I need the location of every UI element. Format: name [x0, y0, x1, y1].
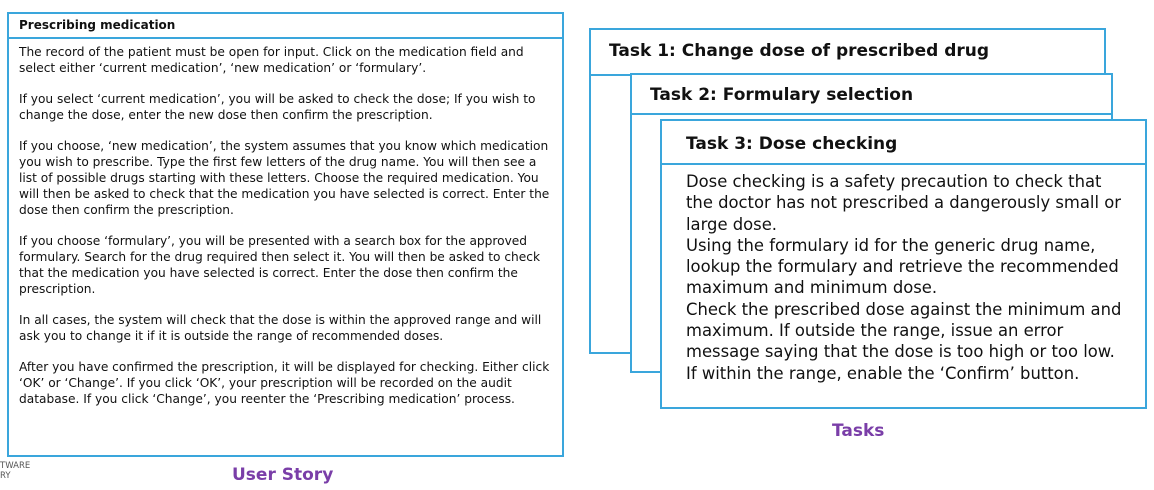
task-3-line: Check the prescribed dose against the minimum and [686, 299, 1122, 319]
task-card-3 [660, 119, 1147, 409]
user-story-card [7, 12, 564, 457]
logo-line: RY [0, 471, 11, 481]
task-3-line: large dose. [686, 214, 778, 234]
task-3-line: lookup the formulary and retrieve the recommended [686, 257, 1119, 277]
user-story-paragraph: If you choose, ‘new medication’, the system assumes that you know which medication you wish to prescribe. Type the first few letters of the drug name. You will then see a list of possible drugs starting with these letters. Choose the required medication. You will then be asked to check that the medication you have selected is correct. Enter the dose then confirm the prescription. [19, 139, 550, 217]
task-3-line: maximum. If outside the range, issue an error [686, 321, 1064, 341]
tasks-caption: Tasks [832, 421, 885, 441]
user-story-caption: User Story [232, 465, 334, 485]
task-2-title: Task 2: Formulary selection [632, 75, 1111, 115]
task-3-line: the doctor has not prescribed a dangerously small or [686, 193, 1122, 213]
user-story-title: Prescribing medication [9, 14, 562, 39]
task-3-line: maximum and minimum dose. [686, 278, 938, 298]
user-story-paragraph: In all cases, the system will check that the dose is within the approved range and will ask you to change it if it is outside the range of recommended doses. [19, 313, 542, 343]
task-3-line: Dose checking is a safety precaution to check that [686, 172, 1102, 191]
task-3-title: Task 3: Dose checking [662, 121, 1145, 165]
logo-line: TWARE [0, 461, 31, 471]
task-1-title: Task 1: Change dose of prescribed drug [609, 41, 990, 61]
task-3-line: If within the range, enable the ‘Confirm’ button. [686, 363, 1080, 383]
user-story-paragraph: The record of the patient must be open for input. Click on the medication field and select either ‘current medication’, ‘new medication’ or ‘formulary’. [19, 45, 524, 75]
user-story-body [9, 39, 562, 407]
user-story-paragraph: If you choose ‘formulary’, you will be presented with a search box for the approved formulary. Search for the drug required then select it. You will then be asked to check that the medication you have selected is correct. Enter the dose then confirm the prescription. [19, 234, 541, 296]
user-story-paragraph: If you select ‘current medication’, you will be asked to check the dose; If you wish to change the dose, enter the new dose then confirm the prescription. [19, 92, 536, 122]
task-3-line: Using the formulary id for the generic drug name, [686, 235, 1096, 255]
task-3-body [662, 165, 1145, 384]
publisher-logo [0, 461, 30, 481]
user-story-paragraph: After you have confirmed the prescription, it will be displayed for checking. Either click ‘OK’ or ‘Change’. If you click ‘OK’, your prescription will be recorded on the audit database. If you click ‘Change’, you reenter the ‘Prescribing medication’ process. [19, 360, 550, 406]
task-3-line: message saying that the dose is too high or too low. [686, 342, 1115, 362]
